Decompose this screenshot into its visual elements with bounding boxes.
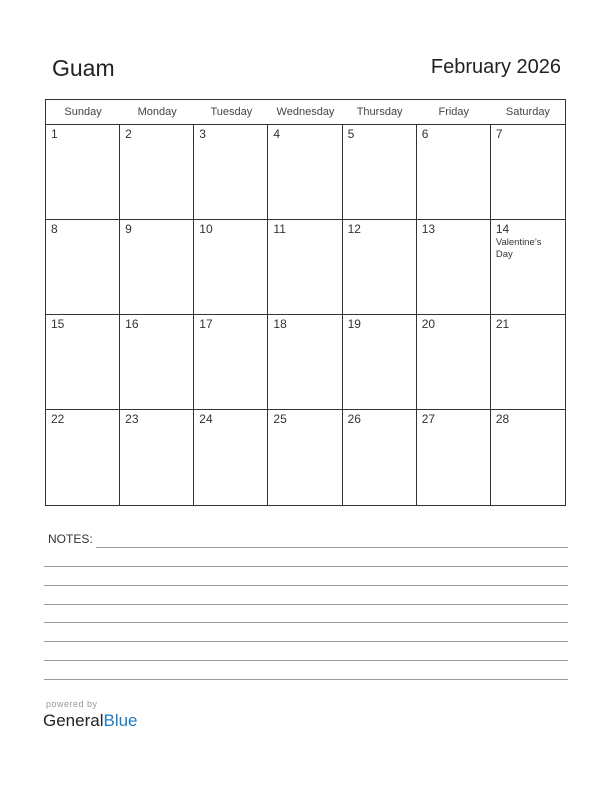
notes-label: NOTES: [48,532,93,546]
day-number: 21 [495,317,510,331]
day-number: 8 [51,222,58,236]
day-cell[interactable] [491,220,565,315]
generalblue-logo[interactable] [43,711,138,731]
brand-blue: Blue [103,711,138,730]
day-cell[interactable] [120,125,194,220]
weekday-monday: Monday [137,106,177,118]
day-number: 27 [421,412,436,426]
day-number: 4 [273,127,281,141]
day-cell[interactable] [417,410,491,505]
day-cell[interactable] [46,125,120,220]
day-number: 19 [347,317,361,331]
day-cell[interactable] [194,315,268,410]
day-number: 12 [347,222,361,236]
weekday-friday: Friday [438,106,470,118]
day-number: 9 [125,222,132,236]
day-cell[interactable] [343,220,417,315]
day-cell[interactable] [46,220,120,315]
day-number: 22 [51,412,65,426]
day-cell[interactable] [417,220,491,315]
brand-general: General [43,711,104,730]
day-number: 25 [273,412,287,426]
notes-line [44,679,568,680]
weekday-saturday: Saturday [505,106,550,118]
day-number: 7 [495,127,503,141]
day-number: 15 [51,317,65,331]
notes-line [44,604,568,605]
day-cell[interactable] [268,220,342,315]
day-number: 28 [495,412,510,426]
day-cell[interactable] [268,315,342,410]
weekday-sunday: Sunday [64,106,102,118]
day-number: 23 [125,412,139,426]
day-cell[interactable] [120,315,194,410]
day-cell[interactable] [268,125,342,220]
calendar-body [46,125,565,505]
day-cell[interactable] [343,125,417,220]
calendar-grid [45,99,566,506]
weekday-tuesday: Tuesday [210,106,253,118]
country-title: Guam [52,55,115,81]
month-year-title: February 2026 [430,56,561,78]
notes-line [96,547,568,548]
day-cell[interactable] [491,315,565,410]
powered-by-text: powered by [46,699,98,709]
day-number: 18 [273,317,287,331]
notes-line [44,641,568,642]
day-cell[interactable] [120,410,194,505]
weekday-header-row [46,100,565,125]
day-number: 13 [421,222,436,236]
holiday-label: Valentine’s Day [495,237,542,260]
notes-line [44,660,568,661]
notes-line [44,585,568,586]
notes-line [44,622,568,623]
day-cell[interactable] [46,410,120,505]
day-number: 20 [421,317,436,331]
day-cell[interactable] [343,315,417,410]
day-cell[interactable] [268,410,342,505]
day-number: 24 [199,412,213,426]
day-number: 26 [347,412,361,426]
day-cell[interactable] [120,220,194,315]
day-number: 14 [495,222,510,236]
day-cell[interactable] [417,315,491,410]
day-cell[interactable] [491,410,565,505]
day-number: 5 [347,127,355,141]
day-number: 16 [125,317,139,331]
day-cell[interactable] [417,125,491,220]
day-cell[interactable] [343,410,417,505]
day-number: 11 [273,222,286,236]
day-number: 6 [421,127,429,141]
day-number: 3 [199,127,206,141]
day-number: 10 [199,222,213,236]
day-cell[interactable] [491,125,565,220]
day-cell[interactable] [194,125,268,220]
day-cell[interactable] [194,410,268,505]
day-number: 2 [125,127,132,141]
weekday-thursday: Thursday [356,106,403,118]
weekday-wednesday: Wednesday [276,106,335,118]
day-number: 17 [199,317,213,331]
notes-line [44,566,568,567]
day-cell[interactable] [46,315,120,410]
day-number: 1 [51,127,58,141]
day-cell[interactable] [194,220,268,315]
